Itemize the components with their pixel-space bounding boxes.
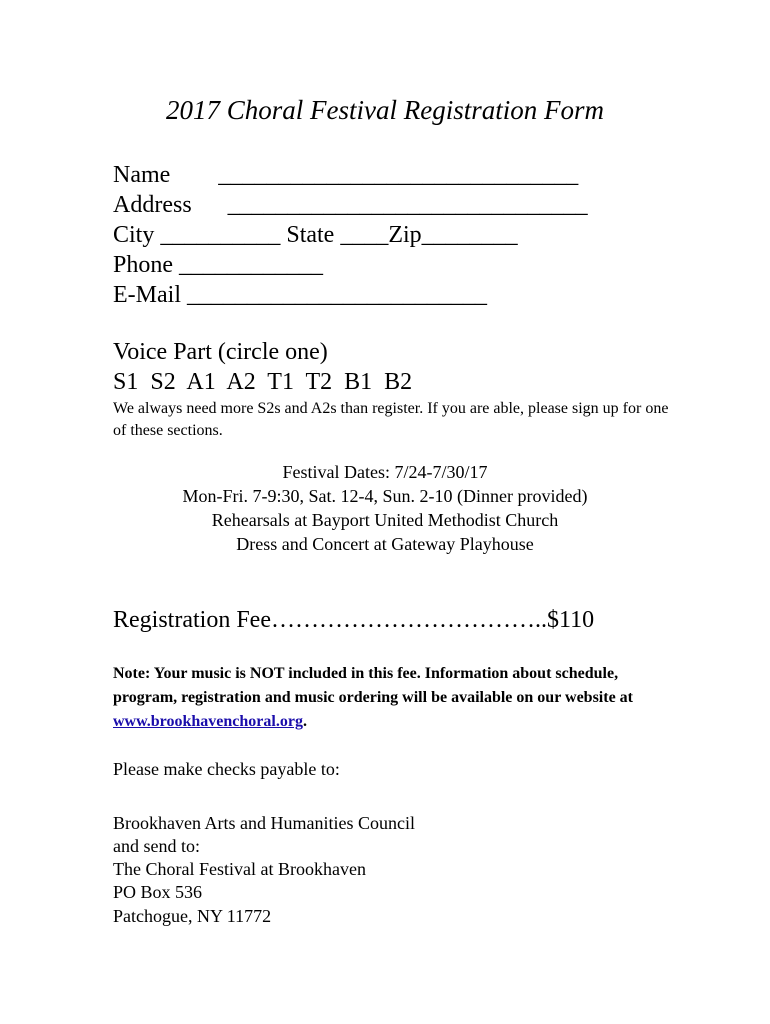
- email-field[interactable]: E-Mail _________________________: [113, 282, 487, 308]
- music-note-end: .: [302, 713, 307, 730]
- form-title: 2017 Choral Festival Registration Form: [166, 95, 604, 125]
- phone-field[interactable]: Phone ____________: [113, 252, 323, 278]
- website-link[interactable]: www.brookhavenchoral.org: [113, 713, 303, 730]
- music-note-text: Note: Your music is NOT included in this fee. Information about schedule, program, registration and music ordering will be available on our website at: [113, 665, 633, 706]
- mailing-org: The Choral Festival at Brookhaven: [113, 859, 366, 879]
- payee-name: Brookhaven Arts and Humanities Council: [113, 813, 415, 833]
- city-state-zip-field[interactable]: City __________ State ____Zip________: [113, 222, 518, 248]
- festival-dates: Festival Dates: 7/24-7/30/17: [282, 462, 488, 482]
- music-note: [113, 662, 673, 734]
- mailing-po-box: PO Box 536: [113, 882, 203, 902]
- mailing-city: Patchogue, NY 11772: [113, 906, 272, 926]
- registration-fee: Registration Fee……………………………..$110: [113, 607, 595, 633]
- send-to-label: and send to:: [113, 836, 200, 856]
- concert-location: Dress and Concert at Gateway Playhouse: [236, 534, 534, 554]
- rehearsal-location: Rehearsals at Bayport United Methodist Church: [211, 510, 559, 530]
- name-field[interactable]: Name ______________________________: [113, 162, 579, 188]
- address-field[interactable]: Address ______________________________: [113, 192, 588, 218]
- voice-part-heading: Voice Part (circle one): [113, 339, 328, 365]
- voice-part-options[interactable]: S1 S2 A1 A2 T1 T2 B1 B2: [113, 369, 413, 395]
- festival-schedule: Mon-Fri. 7-9:30, Sat. 12-4, Sun. 2-10 (Dinner provided): [182, 486, 588, 506]
- checks-payable-label: Please make checks payable to:: [113, 759, 340, 779]
- voice-part-note: We always need more S2s and A2s than register. If you are able, please sign up for one of these sections.: [113, 400, 669, 439]
